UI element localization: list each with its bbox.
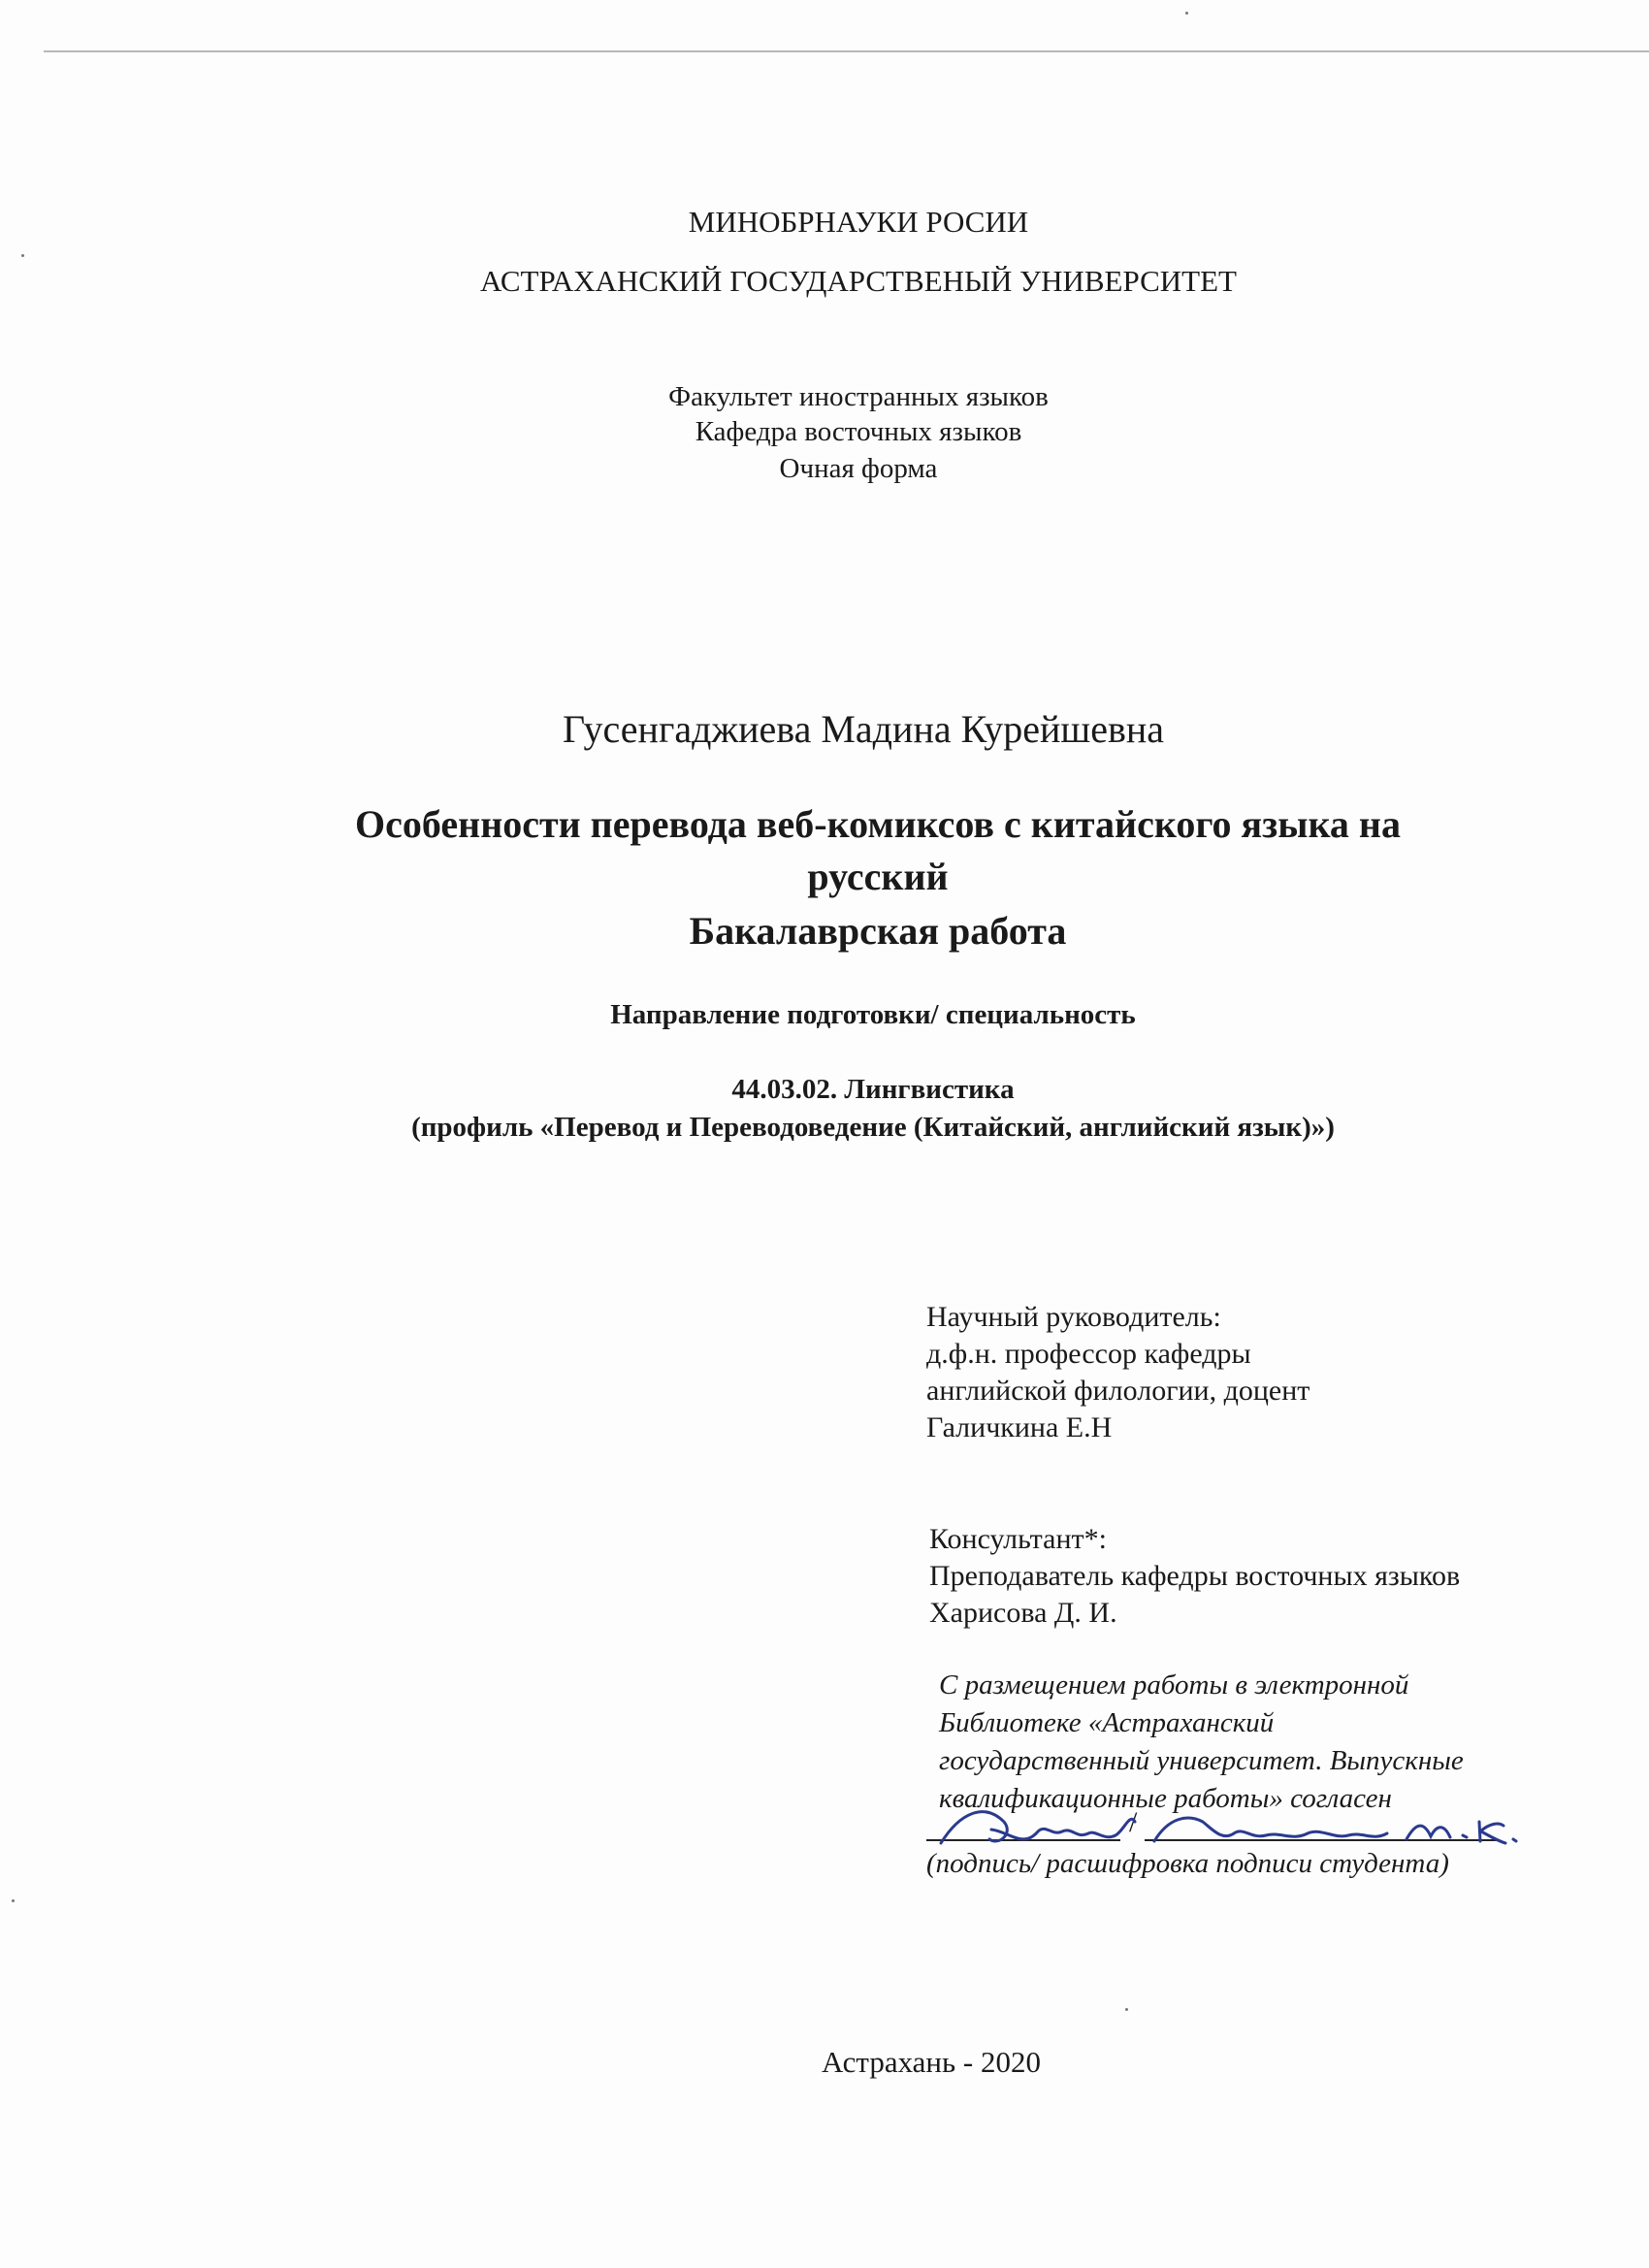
consultant-block [929, 1521, 1460, 1632]
scan-speck [1125, 2008, 1128, 2011]
thesis-title-line-1: Особенности перевода веб-комиксов с китайского языка на [355, 802, 1401, 846]
thesis-title-line-2: русский [807, 855, 949, 898]
supervisor-position: английской филологии, доцент [926, 1375, 1310, 1407]
consent-line-3: государственный университет. Выпускные [939, 1745, 1464, 1776]
consultant-label: Консультант*: [929, 1523, 1107, 1555]
study-form: Очная форма [779, 453, 938, 484]
specialty-label: Направление подготовки/ специальность [610, 999, 1136, 1030]
consultant-position: Преподаватель кафедры восточных языков [929, 1560, 1461, 1592]
department-name: Кафедра восточных языков [695, 416, 1022, 447]
consent-line-4: квалификационные работы» согласен [939, 1783, 1392, 1814]
consultant-name: Харисова Д. И. [929, 1597, 1117, 1629]
scan-speck [12, 1899, 15, 1902]
scan-edge-line [44, 50, 1649, 52]
consent-line-1: С размещением работы в электронной [939, 1669, 1409, 1701]
work-type: Бакалаврская работа [689, 909, 1067, 953]
author-name: Гусенгаджиева Мадина Курейшевна [562, 707, 1165, 751]
university-name: АСТРАХАНСКИЙ ГОСУДАРСТВЕНЫЙ УНИВЕРСИТЕТ [480, 264, 1237, 298]
ministry-name: МИНОБРНАУКИ РОСИИ [688, 205, 1029, 239]
supervisor-degree: д.ф.н. профессор кафедры [926, 1338, 1251, 1370]
specialty-profile: (профиль «Перевод и Переводоведение (Китайский, английский язык)») [411, 1112, 1335, 1143]
scan-speck [1185, 12, 1188, 15]
supervisor-name: Галичкина Е.Н [926, 1411, 1113, 1443]
supervisor-label: Научный руководитель: [926, 1301, 1221, 1333]
consent-line-2: Библиотеке «Астраханский [939, 1707, 1275, 1738]
signature-separator: / [1129, 1806, 1138, 1838]
supervisor-block [926, 1299, 1310, 1446]
signature-caption: (подпись/ расшифровка подписи студента) [926, 1848, 1449, 1879]
city-year: Астрахань - 2020 [822, 2045, 1041, 2079]
specialty-code: 44.03.02. Лингвистика [731, 1074, 1015, 1105]
faculty-name: Факультет иностранных языков [668, 381, 1049, 412]
scan-speck [21, 254, 24, 257]
